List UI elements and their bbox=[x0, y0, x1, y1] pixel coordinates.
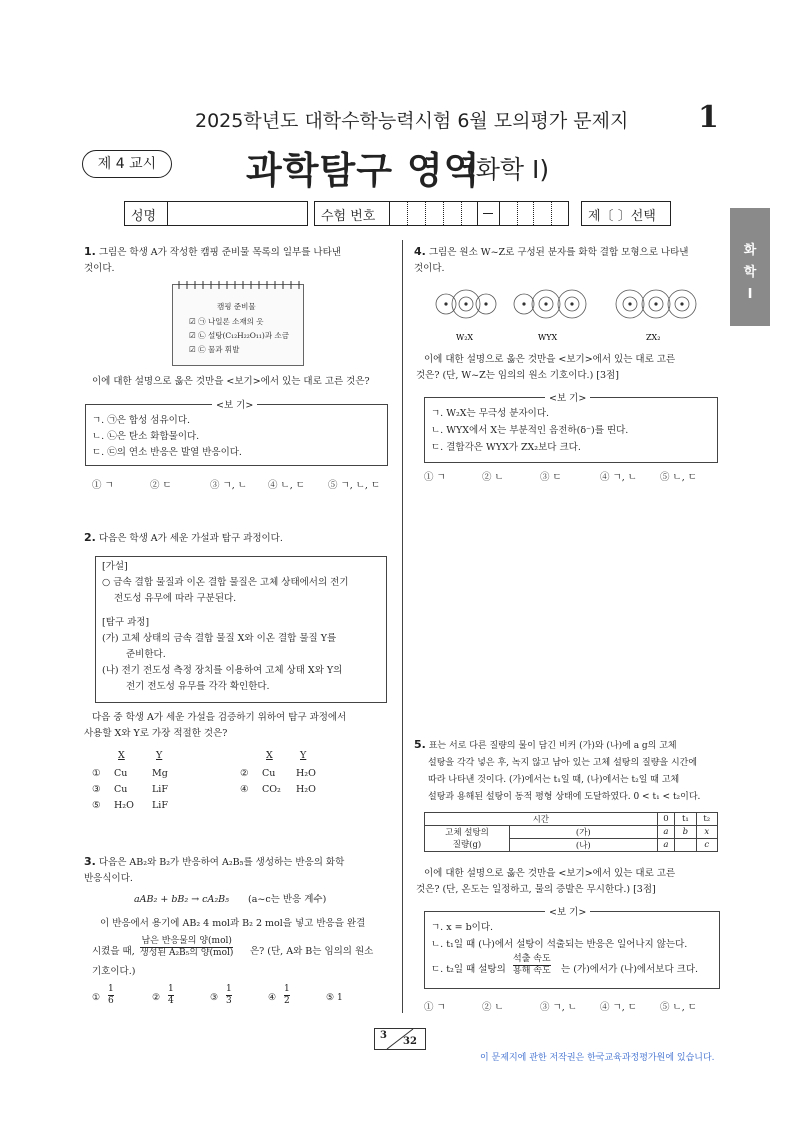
choice-1[interactable]: ① ㄱ bbox=[424, 472, 446, 483]
table-cell: (나) bbox=[510, 839, 658, 852]
sugar-mass-table bbox=[424, 812, 718, 852]
table-cell: c bbox=[696, 839, 717, 852]
table-cell bbox=[675, 839, 696, 852]
hypothesis-line: 전도성 유무에 따라 구분된다. bbox=[114, 593, 237, 604]
spiral-binding-icon bbox=[173, 279, 303, 291]
reaction-equation: aAB₂ + bB₂ → cA₂B₅ (a~c는 반응 계수) bbox=[134, 894, 327, 905]
procedure-line: (가) 고체 상태의 금속 결합 물질 X와 이온 결합 물질 Y를 bbox=[102, 633, 337, 644]
question-ask: 이에 대한 설명으로 옳은 것만을 <보기>에서 있는 대로 고른 것은? (단, W~Z는 임의의 원소 기호이다.) [3점] bbox=[416, 354, 676, 381]
question-number: 3. bbox=[84, 855, 96, 868]
side-tab-char-1: 화 bbox=[743, 243, 757, 258]
answer-choices bbox=[92, 984, 392, 1020]
procedure-label: [탐구 과정] bbox=[102, 617, 150, 628]
note-item-3: ☑ ㉢ 물과 휘발 bbox=[189, 345, 240, 354]
table-cell: (가) bbox=[510, 826, 658, 839]
bogi-title: <보 기> bbox=[212, 397, 257, 411]
choice-5[interactable]: ⑤ H₂O LiF bbox=[92, 800, 168, 811]
question-text: 다음은 AB₂와 B₂가 반응하여 A₂B₅를 생성하는 반응의 화학 bbox=[98, 857, 345, 868]
choice-5[interactable]: ⑤ 1 bbox=[326, 993, 343, 1003]
choice-5[interactable]: ⑤ ㄴ, ㄷ bbox=[660, 472, 697, 483]
side-tab-char-3: Ⅰ bbox=[747, 287, 753, 302]
choice-1[interactable]: ① Cu Mg bbox=[92, 768, 168, 779]
question-text: 기호이다.) bbox=[92, 966, 136, 977]
bogi-box bbox=[424, 393, 718, 463]
molecule-label-zx2: ZX₂ bbox=[646, 333, 661, 342]
question-ask: 다음 중 학생 A가 세운 가설을 검증하기 위하여 탐구 과정에서 사용할 X와 Y로 가장 적절한 것은? bbox=[84, 712, 347, 739]
exam-number-label: 수험 번호 bbox=[321, 209, 376, 224]
note-item-1: ☑ ㉠ 나일론 소재의 옷 bbox=[189, 317, 264, 326]
table-cell: a bbox=[657, 839, 675, 852]
inquiry-box bbox=[95, 556, 387, 703]
name-label: 성명 bbox=[131, 209, 157, 224]
bogi-box bbox=[85, 400, 388, 466]
question-5 bbox=[414, 736, 726, 806]
fraction: 남은 반응물의 양(mol) 생성된 A₂B₅의 양(mol) bbox=[140, 936, 234, 958]
choice-4[interactable]: ④ ㄴ, ㄷ bbox=[268, 480, 305, 491]
table-header: t₂ bbox=[696, 813, 717, 826]
question-3 bbox=[84, 854, 392, 887]
bogi-title: <보 기> bbox=[545, 390, 590, 404]
bogi-item: ㄴ. WYX에서 X는 부분적인 음전하(δ⁻)를 띤다. bbox=[431, 425, 629, 436]
table-header: 0 bbox=[657, 813, 675, 826]
checkbox-checked-icon: ☑ bbox=[189, 345, 196, 354]
choice-4[interactable]: ④ 1 2 bbox=[268, 984, 290, 1006]
bogi-item: ㄴ. t₁일 때 (나)에서 설탕이 석출되는 반응은 일어나지 않는다. bbox=[431, 939, 688, 950]
table-header: t₁ bbox=[675, 813, 696, 826]
hypothesis-line: ○ 금속 결합 물질과 이온 결합 물질은 고체 상태에서의 전기 bbox=[102, 577, 349, 588]
choice-3[interactable]: ③ ㄷ bbox=[540, 472, 562, 483]
note-item-2: ☑ ㉡ 설탕(C₁₂H₂₂O₁₁)과 소금 bbox=[189, 331, 289, 340]
side-tab-char-2: 학 bbox=[743, 265, 757, 280]
question-1 bbox=[84, 244, 392, 277]
bogi-title: <보 기> bbox=[545, 904, 590, 918]
procedure-line: 준비한다. bbox=[126, 649, 166, 660]
col-header-y: Y bbox=[300, 750, 307, 761]
choice-3[interactable]: ③ ㄱ, ㄴ bbox=[540, 1002, 577, 1013]
page-indicator bbox=[374, 1028, 426, 1050]
period-badge: 제 4 교시 bbox=[82, 150, 172, 178]
page-total: 32 bbox=[403, 1036, 417, 1047]
col-header-y: Y bbox=[156, 750, 163, 761]
question-text: 이 반응에서 용기에 AB₂ 4 mol과 B₂ 2 mol을 넣고 반응을 완결 bbox=[100, 918, 366, 929]
table-row bbox=[425, 813, 718, 826]
bogi-item: ㄴ. ㉡은 탄소 화합물이다. bbox=[92, 431, 200, 442]
procedure-line: (나) 전기 전도성 측정 장치를 이용하여 고체 상태 X와 Y의 bbox=[102, 665, 343, 676]
question-number: 2. bbox=[84, 531, 96, 544]
question-text: 것이다. bbox=[414, 263, 445, 274]
choice-3[interactable]: ③ ㄱ, ㄴ bbox=[210, 480, 247, 491]
choice-2[interactable]: ② 1 4 bbox=[152, 984, 174, 1006]
question-text: 설탕과 용해된 설탕이 동적 평형 상태에 도달하였다. 0 < t₁ < t₂이다. bbox=[428, 792, 701, 802]
choice-4[interactable]: ④ CO₂ H₂O bbox=[240, 784, 316, 795]
table-header: 시간 bbox=[425, 813, 658, 826]
choice-1[interactable]: ① 1 6 bbox=[92, 984, 114, 1006]
choice-1[interactable]: ① ㄱ bbox=[424, 1002, 446, 1013]
answer-grid bbox=[92, 748, 392, 818]
subject-title: 과학탐구 영역 bbox=[246, 149, 481, 192]
choice-4[interactable]: ④ ㄱ, ㄴ bbox=[600, 472, 637, 483]
bogi-item: ㄷ. ㉢의 연소 반응은 발열 반응이다. bbox=[92, 447, 242, 458]
question-number: 4. bbox=[414, 245, 426, 258]
choice-2[interactable]: ② Cu H₂O bbox=[240, 768, 316, 779]
exam-number-box bbox=[314, 201, 569, 226]
question-text: 반응식이다. bbox=[84, 873, 133, 884]
molecule-label-w2x: W₂X bbox=[456, 333, 474, 342]
question-text: 시켰을 때, 남은 반응물의 양(mol) 생성된 A₂B₅의 양(mol) 은? (단, A와 B는 임의의 원소 bbox=[92, 936, 374, 958]
choice-5[interactable]: ⑤ ㄱ, ㄴ, ㄷ bbox=[328, 480, 381, 491]
fraction: 석출 속도 용해 속도 bbox=[513, 954, 551, 976]
exam-title: 2025학년도 대학수학능력시험 6월 모의평가 문제지 bbox=[195, 110, 629, 132]
question-ask: 이에 대한 설명으로 옳은 것만을 <보기>에서 있는 대로 고른 것은? (단, 온도는 일정하고, 물의 증발은 무시한다.) [3점] bbox=[416, 868, 676, 895]
choice-1[interactable]: ① ㄱ bbox=[92, 480, 114, 491]
table-cell: x bbox=[696, 826, 717, 839]
checkbox-checked-icon: ☑ bbox=[189, 331, 196, 340]
table-row bbox=[425, 826, 718, 839]
col-header-x: X bbox=[118, 750, 125, 761]
question-ask: 이에 대한 설명으로 옳은 것만을 <보기>에서 있는 대로 고른 것은? bbox=[92, 376, 370, 387]
question-text: 그림은 원소 W~Z로 구성된 분자를 화학 결합 모형으로 나타낸 bbox=[428, 247, 689, 258]
question-text: 표는 서로 다른 질량의 물이 담긴 비커 (가)와 (나)에 a g의 고체 bbox=[428, 741, 677, 751]
question-text: 따라 나타낸 것이다. (가)에서는 t₁일 때, (나)에서는 t₂일 때 고체 bbox=[428, 775, 680, 785]
molecule-label-wyx: WYX bbox=[538, 333, 558, 342]
choice-label: 제〔 〕선택 bbox=[588, 209, 656, 224]
question-text: 것이다. bbox=[84, 263, 115, 274]
choice-2[interactable]: ② ㄴ bbox=[482, 472, 504, 483]
procedure-line: 전기 전도성 유무를 각각 확인한다. bbox=[126, 681, 270, 692]
table-cell: b bbox=[675, 826, 696, 839]
question-2 bbox=[84, 530, 392, 547]
question-text: 그림은 학생 A가 작성한 캠핑 준비물 목록의 일부를 나타낸 bbox=[98, 247, 341, 258]
choice-3[interactable]: ③ Cu LiF bbox=[92, 784, 168, 795]
column-divider bbox=[402, 240, 403, 1013]
hypothesis-label: [가설] bbox=[102, 561, 128, 572]
choice-2[interactable]: ② ㄷ bbox=[150, 480, 172, 491]
col-header-x: X bbox=[266, 750, 273, 761]
subject-subtitle: (화학 I) bbox=[466, 155, 550, 184]
choice-5[interactable]: ⑤ ㄴ, ㄷ bbox=[660, 1002, 697, 1013]
bogi-item: ㄱ. W₂X는 무극성 분자이다. bbox=[431, 408, 550, 419]
camping-note-figure bbox=[172, 284, 304, 366]
page-current: 3 bbox=[380, 1030, 387, 1041]
table-row-label: 고체 설탕의 질량(g) bbox=[425, 826, 510, 852]
choice-2[interactable]: ② ㄴ bbox=[482, 1002, 504, 1013]
question-text: 다음은 학생 A가 세운 가설과 탐구 과정이다. bbox=[98, 533, 283, 544]
bogi-box bbox=[424, 907, 720, 989]
table-cell: a bbox=[657, 826, 675, 839]
bogi-item: ㄱ. x = b이다. bbox=[431, 922, 494, 933]
bogi-item: ㄷ. 결합각은 WYX가 ZX₂보다 크다. bbox=[431, 442, 581, 453]
question-text: 설탕을 각각 넣은 후, 녹지 않고 남아 있는 고체 설탕의 질량을 시간에 bbox=[428, 758, 698, 768]
bogi-item: ㄷ. t₂일 때 설탕의 석출 속도 용해 속도 는 (가)에서가 (나)에서보다 크다. bbox=[431, 954, 699, 976]
copyright-notice: 이 문제지에 관한 저작권은 한국교육과정평가원에 있습니다. bbox=[480, 1053, 715, 1063]
question-number: 1. bbox=[84, 245, 96, 258]
page-number: 1 bbox=[698, 100, 719, 135]
name-box bbox=[124, 201, 308, 226]
choice-box bbox=[581, 201, 671, 226]
choice-4[interactable]: ④ ㄱ, ㄷ bbox=[600, 1002, 637, 1013]
bogi-item: ㄱ. ㉠은 합성 섬유이다. bbox=[92, 415, 191, 426]
choice-3[interactable]: ③ 1 3 bbox=[210, 984, 232, 1006]
question-4 bbox=[414, 244, 724, 277]
note-title: 캠핑 준비물 bbox=[217, 302, 256, 311]
bond-model-figure bbox=[420, 282, 720, 344]
subject-side-tab bbox=[730, 208, 770, 326]
checkbox-checked-icon: ☑ bbox=[189, 317, 196, 326]
question-number: 5. bbox=[414, 738, 426, 751]
